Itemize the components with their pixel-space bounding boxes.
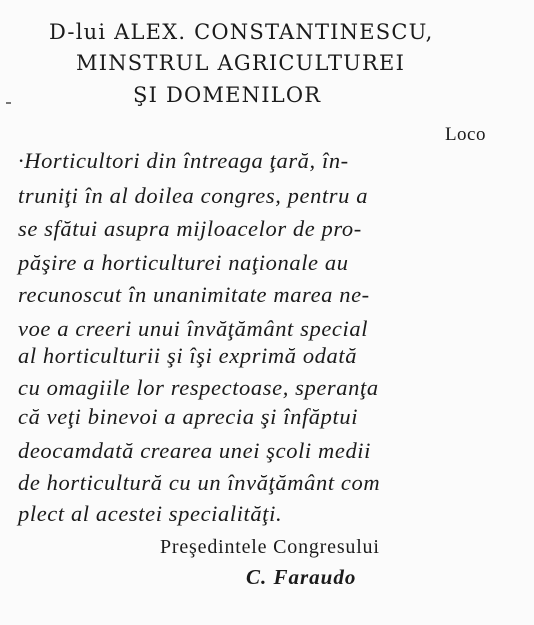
signature-title: Preşedintele Congresului (160, 536, 380, 558)
body-line: de horticultură cu un învăţământ com (18, 470, 381, 495)
body-line: ·Horticultori din întreaga ţară, în- (18, 148, 349, 173)
body-line: recunoscut în unanimitate marea ne- (18, 282, 370, 307)
body-line: plect al acestei specialităţi. (18, 501, 283, 526)
body-line: cu omagiile lor respectoase, speranţa (18, 375, 379, 400)
body-line: truniţi în al doilea congres, pentru a (18, 183, 369, 208)
addressee-line-3: ŞI DOMENILOR (133, 83, 322, 107)
signature-name: C. Faraudo (246, 565, 357, 589)
body-line: se sfătui asupra mijloacelor de pro- (18, 216, 362, 241)
body-line: păşire a horticulturei naţionale au (18, 250, 349, 275)
addressee-line-2: MINSTRUL AGRICULTUREI (76, 51, 406, 75)
addressee-line-1: D-lui ALEX. CONSTANTINESCU, (49, 20, 434, 44)
body-line: voe a creeri unui învăţământ special (18, 316, 369, 341)
body-line: al horticulturii şi îşi exprimă odată (18, 343, 358, 368)
place-label: Loco (444, 124, 486, 145)
body-line: că veţi binevoi a aprecia şi înfăptui (18, 404, 359, 429)
body-line: deocamdată crearea unei şcoli medii (18, 438, 371, 463)
